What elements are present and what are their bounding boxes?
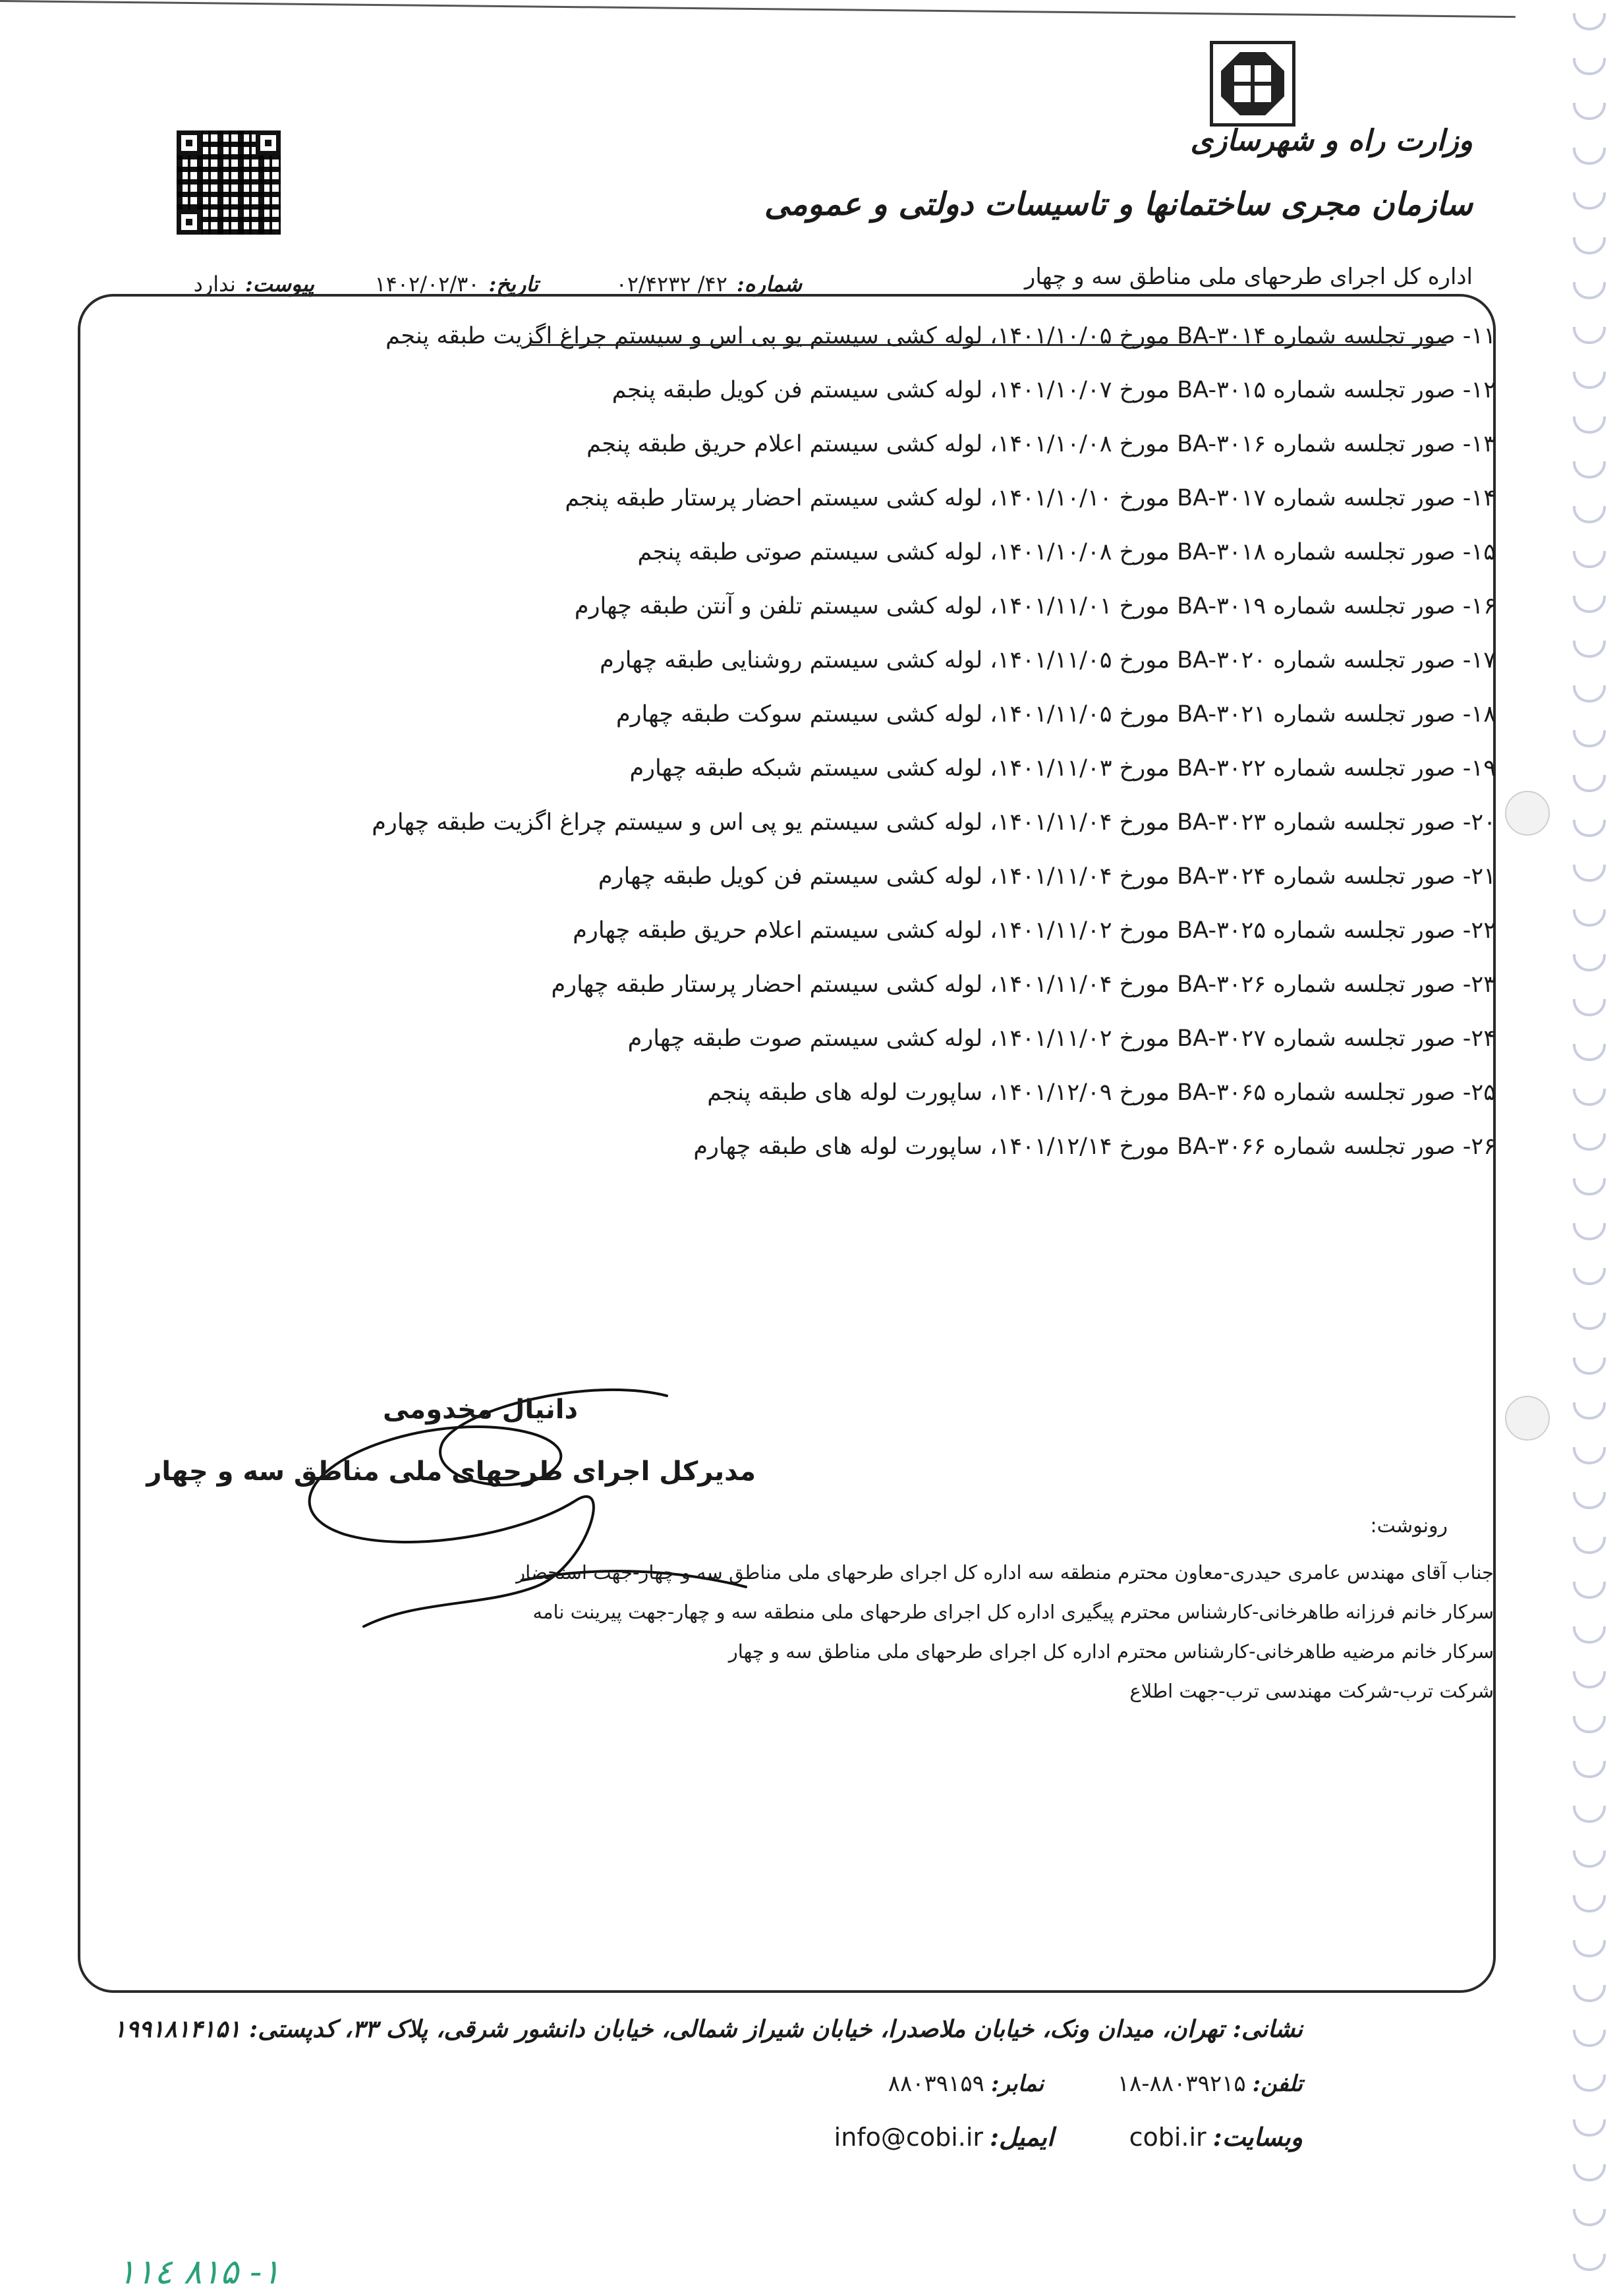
cc-heading: رونوشت: xyxy=(1370,1514,1448,1537)
cc-line: سرکار خانم مرضیه طاهرخانی-کارشناس محترم اداره کل اجرای طرحهای ملی مناطق سه و چهار xyxy=(728,1640,1494,1663)
binder-ring xyxy=(1573,1537,1606,1554)
binder-ring xyxy=(1573,506,1606,523)
item-code: BA-۳۰۲۷ xyxy=(1177,1025,1266,1052)
binder-ring xyxy=(1573,2209,1606,2226)
item-code: BA-۳۰۱۴ xyxy=(1177,323,1266,349)
item-code: BA-۳۰۲۵ xyxy=(1177,917,1266,944)
item-prefix: ۱۵- صور تجلسه شماره xyxy=(1273,539,1496,565)
binder-ring xyxy=(1573,461,1606,478)
minutes-item xyxy=(310,1024,1496,1053)
item-description: مورخ ۱۴۰۱/۱۱/۰۴، لوله کشی سیستم فن کویل طبقه چهارم xyxy=(598,863,1170,890)
item-description: مورخ ۱۴۰۱/۱۰/۱۰، لوله کشی سیستم احضار پرستار طبقه پنجم xyxy=(565,485,1170,511)
binder-ring xyxy=(1573,103,1606,120)
binder-ring xyxy=(1573,1492,1606,1509)
ministry-name: وزارت راه و شهرسازی xyxy=(1190,124,1473,158)
item-code: BA-۳۰۲۰ xyxy=(1177,647,1266,674)
item-code: BA-۳۰۶۵ xyxy=(1177,1079,1266,1106)
item-code: BA-۳۰۲۱ xyxy=(1177,701,1266,728)
binder-ring xyxy=(1573,730,1606,747)
cc-line: شرکت ترب-شرکت مهندسی ترب-جهت اطلاع xyxy=(1129,1680,1494,1702)
binder-ring xyxy=(1573,1985,1606,2002)
minutes-item xyxy=(310,322,1496,351)
item-prefix: ۲۴- صور تجلسه شماره xyxy=(1273,1025,1496,1052)
binder-ring xyxy=(1573,1178,1606,1195)
binder-ring xyxy=(1573,1313,1606,1330)
item-code: BA-۳۰۶۶ xyxy=(1177,1134,1266,1160)
item-description: مورخ ۱۴۰۱/۱۰/۰۸، لوله کشی سیستم اعلام حریق طبقه پنجم xyxy=(586,431,1170,457)
binder-ring xyxy=(1573,2164,1606,2181)
binder-ring xyxy=(1573,13,1606,30)
binder-ring xyxy=(1573,775,1606,792)
minutes-item xyxy=(310,700,1496,729)
item-prefix: ۱۷- صور تجلسه شماره xyxy=(1273,647,1496,674)
binder-ring xyxy=(1573,1044,1606,1061)
binder-ring xyxy=(1573,2030,1606,2047)
signatory-title: مدیرکل اجرای طرحهای ملی مناطق سه و چهار xyxy=(146,1456,756,1487)
minutes-item xyxy=(310,1078,1496,1107)
binder-ring xyxy=(1573,1268,1606,1285)
letter-number: شماره:۴۲/ ۰۲/۴۲۳۲ xyxy=(615,272,802,297)
item-description: مورخ ۱۴۰۱/۱۱/۰۴، لوله کشی سیستم احضار پرستار طبقه چهارم xyxy=(551,971,1170,998)
website-link[interactable]: cobi.ir xyxy=(1129,2123,1207,2152)
item-description: مورخ ۱۴۰۱/۱۱/۰۵، لوله کشی سیستم روشنایی طبقه چهارم xyxy=(600,647,1170,674)
binder-ring xyxy=(1573,909,1606,927)
binder-ring xyxy=(1573,1626,1606,1644)
minutes-item xyxy=(310,808,1496,837)
binder-ring xyxy=(1573,685,1606,703)
binder-ring xyxy=(1573,999,1606,1016)
minutes-item xyxy=(310,970,1496,999)
item-prefix: ۲۵- صور تجلسه شماره xyxy=(1273,1079,1496,1106)
binder-ring xyxy=(1573,372,1606,389)
item-prefix: ۱۸- صور تجلسه شماره xyxy=(1273,701,1496,728)
binder-ring xyxy=(1573,148,1606,165)
item-prefix: ۱۱- صور تجلسه شماره xyxy=(1273,323,1496,349)
binder-ring xyxy=(1573,2254,1606,2271)
binder-ring xyxy=(1573,1761,1606,1778)
minutes-item xyxy=(310,754,1496,783)
binder-ring xyxy=(1573,1851,1606,1868)
binder-ring xyxy=(1573,1223,1606,1240)
signatory-name: دانیال مخدومی xyxy=(382,1394,578,1425)
item-code: BA-۳۰۱۸ xyxy=(1177,539,1266,565)
punch-hole xyxy=(1505,1396,1550,1441)
letter-date: تاریخ:۱۴۰۲/۰۲/۳۰ xyxy=(374,272,538,297)
item-code: BA-۳۰۱۹ xyxy=(1177,593,1266,619)
binder-ring xyxy=(1573,954,1606,971)
item-prefix: ۱۹- صور تجلسه شماره xyxy=(1273,755,1496,782)
item-prefix: ۱۶- صور تجلسه شماره xyxy=(1273,593,1496,619)
cc-line: جناب آقای مهندس عامری حیدری-معاون محترم منطقه سه اداره کل اجرای طرحهای ملی مناطق سه و چهار-جهت استحضار xyxy=(516,1561,1494,1584)
minutes-item xyxy=(310,916,1496,945)
binder-ring xyxy=(1573,1402,1606,1420)
item-prefix: ۱۴- صور تجلسه شماره xyxy=(1273,485,1496,511)
binder-ring xyxy=(1573,1895,1606,1912)
item-description: مورخ ۱۴۰۱/۱۱/۰۲، لوله کشی سیستم اعلام حریق طبقه چهارم xyxy=(573,917,1170,944)
binder-ring xyxy=(1573,1582,1606,1599)
binder-ring xyxy=(1573,1940,1606,1957)
binder-ring xyxy=(1573,551,1606,568)
item-prefix: ۱۳- صور تجلسه شماره xyxy=(1273,431,1496,457)
cc-line: سرکار خانم فرزانه طاهرخانی-کارشناس محترم پیگیری اداره کل اجرای طرحهای ملی منطقه سه و چهار-جهت پیرینت نامه xyxy=(532,1601,1494,1623)
item-description: مورخ ۱۴۰۱/۱۲/۱۴، ساپورت لوله های طبقه چهارم xyxy=(693,1134,1170,1160)
binder-ring xyxy=(1573,596,1606,613)
minutes-item xyxy=(310,484,1496,513)
qr-code xyxy=(177,130,281,235)
binder-ring xyxy=(1573,820,1606,837)
binder-ring xyxy=(1573,1089,1606,1106)
binder-ring xyxy=(1573,58,1606,75)
cc-list xyxy=(516,1553,1494,1711)
minutes-item xyxy=(310,1132,1496,1161)
email-link[interactable]: info@cobi.ir xyxy=(834,2123,984,2152)
minutes-item xyxy=(310,538,1496,567)
binder-ring xyxy=(1573,416,1606,434)
handwritten-note: ۱۱٤ ۸۱۵ -۱ xyxy=(117,2253,281,2292)
binder-ring xyxy=(1573,2075,1606,2092)
item-description: مورخ ۱۴۰۱/۱۱/۰۲، لوله کشی سیستم صوت طبقه چهارم xyxy=(627,1025,1170,1052)
item-code: BA-۳۰۲۲ xyxy=(1177,755,1266,782)
item-description: مورخ ۱۴۰۱/۱۱/۰۱، لوله کشی سیستم تلفن و آنتن طبقه چهارم xyxy=(574,593,1170,619)
item-prefix: ۲۱- صور تجلسه شماره xyxy=(1273,863,1496,890)
item-prefix: ۲۲- صور تجلسه شماره xyxy=(1273,917,1496,944)
binder-ring xyxy=(1573,1134,1606,1151)
footer-address: نشانی: تهران، میدان ونک، خیابان ملاصدرا، خیابان شیراز شمالی، خیابان دانشور شرقی، پلاک ۳۳، کدپستی: ۱۹۹۱۸۱۴۱۵۱ xyxy=(113,2015,1303,2043)
binder-ring xyxy=(1573,641,1606,658)
item-description: مورخ ۱۴۰۱/۱۱/۰۴، لوله کشی سیستم یو پی اس و سیستم چراغ اگزیت طبقه چهارم xyxy=(372,809,1170,836)
department-name: اداره کل اجرای طرحهای ملی مناطق سه و چهار xyxy=(1024,264,1473,290)
binder-ring xyxy=(1573,1806,1606,1823)
organization-name: سازمان مجری ساختمانها و تاسیسات دولتی و عمومی xyxy=(764,186,1473,223)
item-code: BA-۳۰۲۳ xyxy=(1177,809,1266,836)
organization-logo xyxy=(1210,41,1295,127)
binder-ring xyxy=(1573,2119,1606,2137)
binder-ring xyxy=(1573,1358,1606,1375)
binder-ring xyxy=(1573,327,1606,344)
binder-ring xyxy=(1573,1716,1606,1733)
item-code: BA-۳۰۲۶ xyxy=(1177,971,1266,998)
letter-attachment: پیوست:ندارد xyxy=(193,272,314,297)
item-description: مورخ ۱۴۰۱/۱۰/۰۵، لوله کشی سیستم یو پی اس و سیستم چراغ اگزیت طبقه پنجم xyxy=(385,323,1170,349)
item-code: BA-۳۰۱۶ xyxy=(1177,431,1266,457)
binder-ring xyxy=(1573,192,1606,210)
item-description: مورخ ۱۴۰۱/۱۲/۰۹، ساپورت لوله های طبقه پنجم xyxy=(707,1079,1170,1106)
footer-phones: تلفن:۸۸۰۳۹۲۱۵-۱۸ نمابر:۸۸۰۳۹۱۵۹ xyxy=(888,2071,1303,2097)
item-description: مورخ ۱۴۰۱/۱۱/۰۳، لوله کشی سیستم شبکه طبقه چهارم xyxy=(629,755,1170,782)
item-prefix: ۱۲- صور تجلسه شماره xyxy=(1273,377,1496,403)
item-code: BA-۳۰۱۵ xyxy=(1177,377,1266,403)
binder-ring xyxy=(1573,1447,1606,1464)
item-prefix: ۲۶- صور تجلسه شماره xyxy=(1273,1134,1496,1160)
binder-rings xyxy=(1540,0,1619,2296)
binder-ring xyxy=(1573,1671,1606,1688)
binder-ring xyxy=(1573,282,1606,299)
item-code: BA-۳۰۱۷ xyxy=(1177,485,1266,511)
item-prefix: ۲۳- صور تجلسه شماره xyxy=(1273,971,1496,998)
item-code: BA-۳۰۲۴ xyxy=(1177,863,1266,890)
binder-ring xyxy=(1573,865,1606,882)
footer-web: وبسایت:cobi.ir ایمیل:info@cobi.ir xyxy=(834,2122,1303,2152)
punch-hole xyxy=(1505,791,1550,836)
item-prefix: ۲۰- صور تجلسه شماره xyxy=(1273,809,1496,836)
item-description: مورخ ۱۴۰۱/۱۰/۰۸، لوله کشی سیستم صوتی طبقه پنجم xyxy=(637,539,1170,565)
minutes-item xyxy=(310,376,1496,405)
minutes-item xyxy=(310,646,1496,675)
minutes-item xyxy=(310,430,1496,459)
item-description: مورخ ۱۴۰۱/۱۰/۰۷، لوله کشی سیستم فن کویل طبقه پنجم xyxy=(611,377,1170,403)
binder-ring xyxy=(1573,237,1606,254)
minutes-item xyxy=(310,862,1496,891)
item-description: مورخ ۱۴۰۱/۱۱/۰۵، لوله کشی سیستم سوکت طبقه چهارم xyxy=(615,701,1170,728)
minutes-item xyxy=(310,592,1496,621)
